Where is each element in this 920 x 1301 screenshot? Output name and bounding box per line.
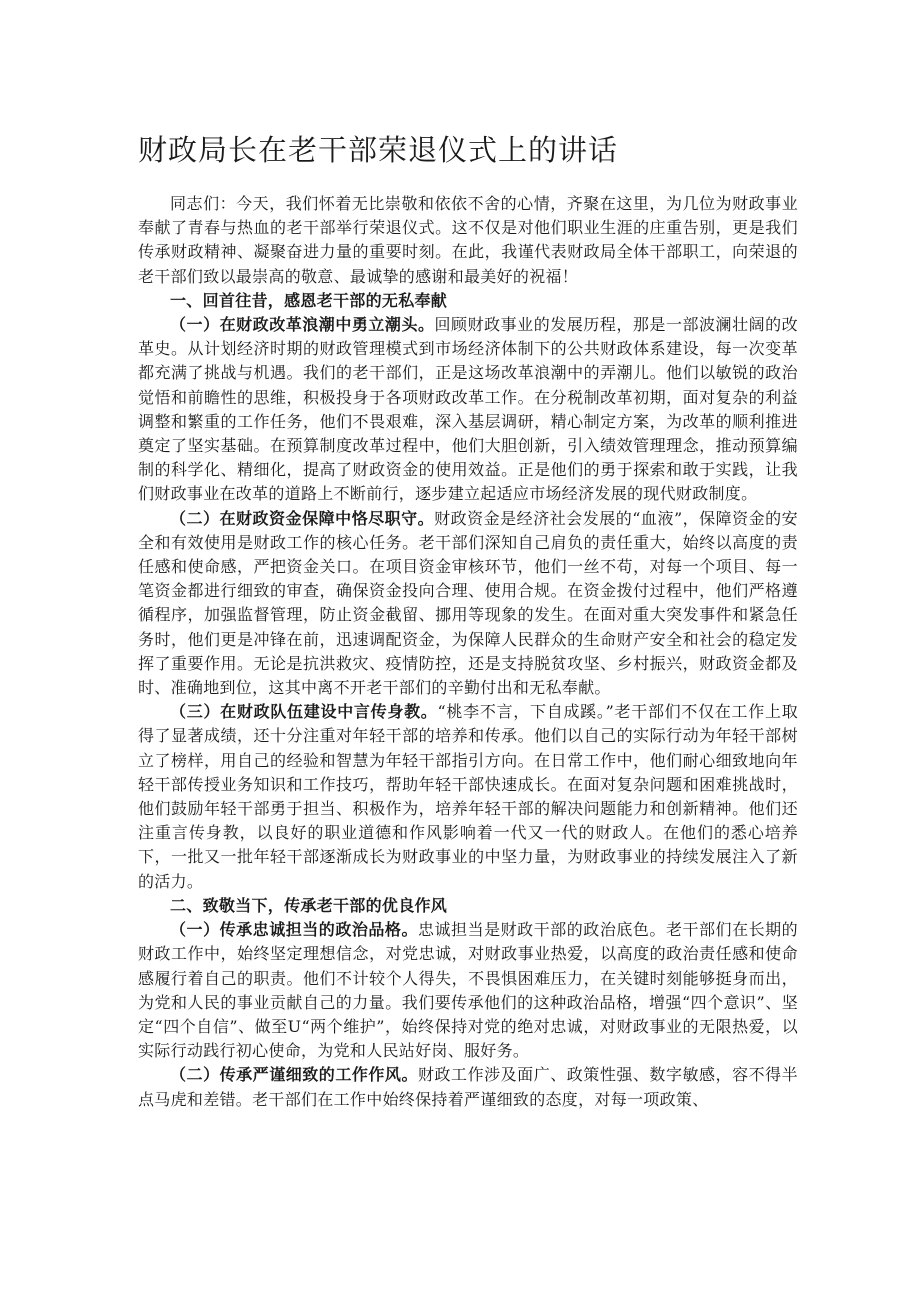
paragraph-lead: （一）传承忠诚担当的政治品格。 <box>170 920 418 940</box>
paragraph-text: 忠诚担当是财政干部的政治底色。老干部们在长期的财政工作中，始终坚定理想信念，对党忠诚，对财政事业热爱，以高度的政治责任感和使命感履行着自己的职责。他们不计较个人得失，不畏惧困难压力，在关键时刻能够挺身而出，为党和人民的事业贡献自己的力量。我们要传承他们的这种政治品格，增强“四个意识”、坚定“四个自信”、做至U“两个维护”，始终保持对党的绝对忠诚，对财政事业的无限热爱，以实际行动践行初心使命，为党和人民站好岗、服好务。 <box>138 920 798 1061</box>
opening-paragraph: 同志们：今天，我们怀着无比崇敬和依依不舍的心情，齐聚在这里，为几位为财政事业奉献了青春与热血的老干部举行荣退仪式。这不仅是对他们职业生涯的庄重告别，更是我们传承财政精神、凝聚奋进力量的重要时刻。在此，我谨代表财政局全体干部职工，向荣退的老干部们致以最崇高的敬意、最诚挚的感谢和最美好的祝福！ <box>138 194 798 286</box>
paragraph-text: “桃李不言，下自成蹊。”老干部们不仅在工作上取得了显著成绩，还十分注重对年轻干部的培养和传承。他们以自己的实际行动为年轻干部树立了榜样，用自己的经验和智慧为年轻干部指引方向。在日常工作中，他们耐心细致地向年轻干部传授业务知识和工作技巧，帮助年轻干部快速成长。在面对复杂问题和困难挑战时，他们鼓励年轻干部勇于担当、积极作为，培养年轻干部的解决问题能力和创新精神。他们还注重言传身教，以良好的职业道德和作风影响着一代又一代的财政人。在他们的悉心培养下，一批又一批年轻干部逐渐成长为财政事业的中坚力量，为财政事业的持续发展注入了新的活力。 <box>138 702 798 891</box>
section-2-paragraph-2 <box>138 1063 798 1111</box>
paragraph-text: 回顾财政事业的发展历程，那是一部波澜壮阔的改革史。从计划经济时期的财政管理模式到市场经济体制下的公共财政体系建设，每一次变革都充满了挑战与机遇。我们的老干部们，正是这场改革浪潮中的弄潮儿。他们以敏锐的政治觉悟和前瞻性的思维，积极投身于各项财政改革工作。在分税制改革初期，面对复杂的利益调整和繁重的工作任务，他们不畏艰难，深入基层调研，精心制定方案，为改革的顺利推进奠定了坚实基础。在预算制度改革过程中，他们大胆创新，引入绩效管理理念，推动预算编制的科学化、精细化，提高了财政资金的使用效益。正是他们的勇于探索和敢于实践，让我们财政事业在改革的道路上不断前行，逐步建立起适应市场经济发展的现代财政制度。 <box>138 315 798 504</box>
section-1-heading: 一、回首往昔，感恩老干部的无私奉献 <box>170 290 448 310</box>
paragraph-lead: （一）在财政改革浪潮中勇立潮头。 <box>170 315 435 335</box>
section-1-paragraph-3 <box>138 700 798 894</box>
section-2-paragraph-1 <box>138 918 798 1063</box>
paragraph-lead: （二）传承严谨细致的工作作风。 <box>170 1065 418 1085</box>
paragraph-text: 财政工作涉及面广、政策性强、数字敏感，容不得半点马虎和差错。老干部们在工作中始终保持着严谨细致的态度，对每一项政策、 <box>138 1065 798 1109</box>
paragraph-lead: （三）在财政队伍建设中言传身教。 <box>170 702 438 722</box>
document-page <box>138 130 798 1112</box>
section-1-paragraph-1 <box>138 313 798 507</box>
document-body <box>138 192 798 1112</box>
paragraph-lead: （二）在财政资金保障中恪尽职守。 <box>170 508 435 528</box>
section-1-paragraph-2 <box>138 507 798 701</box>
section-2-heading: 二、致敬当下，传承老干部的优良作风 <box>170 895 448 915</box>
paragraph-text: 财政资金是经济社会发展的“血液”，保障资金的安全和有效使用是财政工作的核心任务。老干部们深知自己肩负的责任重大，始终以高度的责任感和使命感，严把资金关口。在项目资金审核环节，他们一丝不苟，对每一个项目、每一笔资金都进行细致的审查，确保资金投向合理、使用合规。在资金拨付过程中，他们严格遵循程序，加强监督管理，防止资金截留、挪用等现象的发生。在面对重大突发事件和紧急任务时，他们更是冲锋在前，迅速调配资金，为保障人民群众的生命财产安全和社会的稳定发挥了重要作用。无论是抗洪救灾、疫情防控，还是支持脱贫攻坚、乡村振兴，财政资金都及时、准确地到位，这其中离不开老干部们的辛勤付出和无私奉献。 <box>138 508 798 698</box>
document-title: 财政局长在老干部荣退仪式上的讲话 <box>138 133 619 167</box>
